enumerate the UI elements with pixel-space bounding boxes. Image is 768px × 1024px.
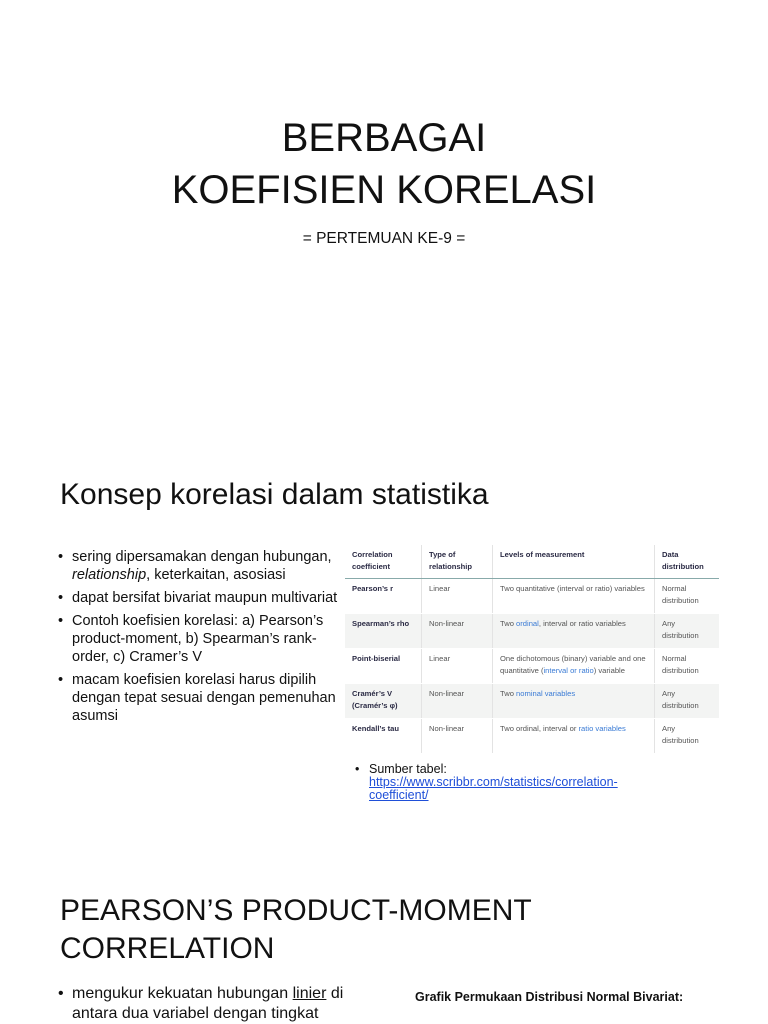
slide-heading — [60, 892, 532, 968]
table-cell: Point-biserial — [345, 649, 422, 684]
bullet-list — [58, 548, 340, 730]
table-row — [345, 649, 719, 684]
subtitle: = PERTEMUAN KE-9 = — [302, 230, 466, 247]
correlation-table — [345, 545, 719, 754]
table-cell: Linear — [422, 649, 493, 684]
table-cell: Two quantitative (interval or ratio) variables — [493, 579, 655, 614]
table-source — [355, 763, 665, 802]
bullet-text: di antara dua variabel dengan tingkat — [72, 985, 344, 1022]
table-cell — [493, 614, 655, 649]
list-item: • Contoh koefisien korelasi: a) Pearson’s product-moment, b) Spearman’s rank-order, c) Cramer’s V — [58, 612, 340, 666]
bullet-text: , keterkaitan, asosiasi — [146, 567, 286, 583]
bullet-underlined: linier — [292, 985, 327, 1002]
bullet-text: mengukur kekuatan hubungan — [72, 985, 293, 1002]
table-cell: Normal distribution — [655, 649, 720, 684]
table-row — [345, 719, 719, 754]
chart-caption: Grafik Permukaan Distribusi Normal Bivariat: — [415, 990, 684, 1004]
table-row — [345, 684, 719, 719]
bullet-emphasis: relationship — [72, 567, 147, 583]
bullet-list — [58, 984, 378, 1024]
table-cell: Normal distribution — [655, 579, 720, 614]
slide-konsep-korelasi — [0, 430, 768, 850]
table-header: Type of relationship — [422, 545, 493, 579]
list-item: • macam koefisien korelasi harus dipilih dengan tepat sesuai dengan pemenuhan asumsi — [58, 671, 340, 725]
table-cell: Linear — [422, 579, 493, 614]
table-cell: Any distribution — [655, 719, 720, 754]
bullet-dot: • — [355, 762, 360, 776]
cell-text: One dichotomous (binary) variable and one quantitative ( — [500, 654, 646, 675]
table-cell: Any distribution — [655, 684, 720, 719]
cell-link[interactable]: ratio variables — [578, 724, 626, 733]
table-cell: Pearson’s r — [345, 579, 422, 614]
cell-text: ) variable — [593, 666, 625, 675]
list-item — [58, 548, 340, 584]
table-cell: Spearman’s rho — [345, 614, 422, 649]
table-header: Data distribution — [655, 545, 720, 579]
slide-pearson — [0, 850, 768, 1024]
cell-link[interactable]: ordinal — [516, 619, 539, 628]
table-cell — [493, 649, 655, 684]
cell-link[interactable]: nominal variables — [516, 689, 576, 698]
cell-text: Two — [500, 689, 517, 698]
cell-link[interactable]: interval or ratio — [543, 666, 594, 675]
table-cell: Kendall’s tau — [345, 719, 422, 754]
cell-text: , interval or ratio variables — [538, 619, 626, 628]
table-cell: Any distribution — [655, 614, 720, 649]
main-title — [0, 112, 768, 216]
slide-title — [0, 0, 768, 430]
table-cell — [493, 684, 655, 719]
table-cell: Non-linear — [422, 684, 493, 719]
table-header-row — [345, 545, 719, 579]
source-label: Sumber tabel: — [369, 762, 447, 776]
table-cell: Non-linear — [422, 719, 493, 754]
table-header: Levels of measurement — [493, 545, 655, 579]
main-title-line2: KOEFISIEN KORELASI — [171, 168, 597, 212]
table-row — [345, 614, 719, 649]
table-cell: Cramér’s V (Cramér’s φ) — [345, 684, 422, 719]
slide-heading: Konsep korelasi dalam statistika — [60, 478, 489, 511]
list-item — [58, 984, 378, 1024]
table-cell: Non-linear — [422, 614, 493, 649]
cell-text: Two ordinal, interval or — [500, 724, 579, 733]
source-link[interactable]: https://www.scribbr.com/statistics/correlation-coefficient/ — [369, 775, 618, 802]
table-cell — [493, 719, 655, 754]
main-title-line1: BERBAGAI — [281, 116, 487, 160]
cell-text: Two — [500, 619, 517, 628]
table-row — [345, 579, 719, 614]
list-item: • dapat bersifat bivariat maupun multivariat — [58, 589, 340, 607]
table-header: Correlation coefficient — [345, 545, 422, 579]
slide-heading-line2: CORRELATION — [60, 932, 275, 965]
slide-heading-line1: PEARSON’S PRODUCT-MOMENT — [60, 894, 532, 927]
bullet-text: sering dipersamakan dengan hubungan, — [72, 549, 332, 565]
